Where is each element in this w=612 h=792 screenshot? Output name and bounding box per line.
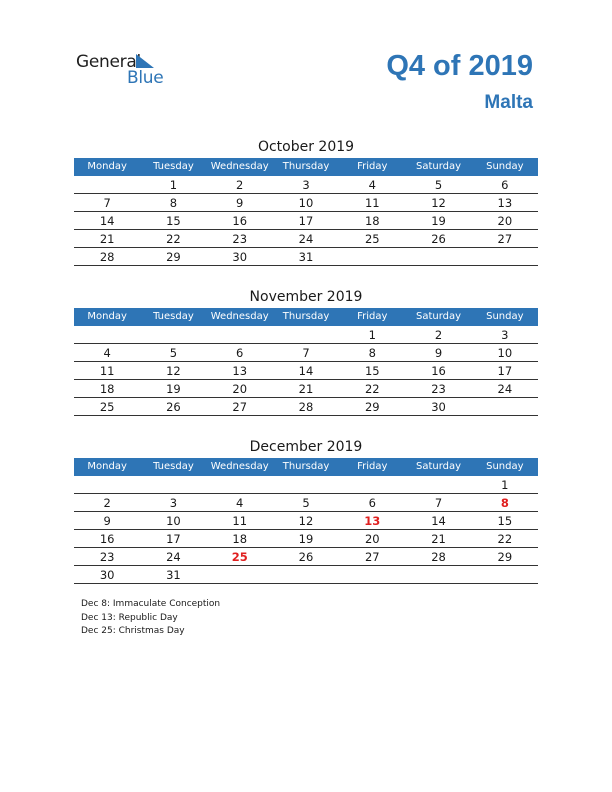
day-cell: 5 (302, 496, 310, 510)
day-cell: 21 (431, 532, 446, 546)
weekday-label: Friday (357, 311, 388, 322)
week-row (74, 398, 538, 416)
day-cell (405, 476, 471, 493)
month-december (74, 436, 538, 584)
day-cell (472, 248, 538, 265)
week-row (74, 494, 538, 512)
weekday-header (74, 458, 538, 476)
day-cell (339, 566, 405, 583)
day-cell: 26 (298, 550, 314, 564)
day-cell: 18 (232, 532, 248, 546)
day-cell (472, 566, 538, 583)
weekday-label: Thursday (282, 161, 330, 172)
day-cell (273, 326, 339, 343)
day-cell: 29 (166, 250, 181, 264)
day-cell: 3 (169, 496, 178, 510)
week-row (74, 194, 538, 212)
day-cell: 10 (497, 346, 513, 360)
day-cell: 18 (364, 214, 380, 228)
day-cell: 20 (497, 214, 513, 228)
page-title: Q4 of 2019 (386, 50, 533, 82)
day-cell: 27 (232, 400, 248, 414)
day-cell: 10 (166, 514, 181, 528)
day-cell: 11 (364, 196, 380, 210)
day-cell: 4 (103, 346, 111, 360)
weekday-label: Wednesday (210, 311, 269, 322)
day-cell (339, 476, 405, 493)
day-cell: 28 (99, 250, 115, 264)
day-cell (273, 476, 339, 493)
day-cell: 7 (302, 346, 310, 360)
day-cell: 24 (497, 382, 513, 396)
day-cell: 13 (364, 514, 381, 528)
day-cell: 30 (232, 250, 248, 264)
week-row (74, 566, 538, 584)
weekday-label: Wednesday (210, 161, 269, 172)
brand-logo (76, 52, 176, 88)
day-cell: 28 (298, 400, 314, 414)
weekday-label: Saturday (416, 461, 462, 472)
day-cell: 24 (166, 550, 181, 564)
day-cell: 12 (166, 364, 181, 378)
day-cell: 3 (501, 328, 509, 342)
month-title: November 2019 (249, 289, 363, 305)
day-cell: 7 (434, 496, 443, 510)
weekday-label: Monday (87, 311, 127, 322)
week-row (74, 380, 538, 398)
day-cell: 19 (431, 214, 446, 228)
month-title: October 2019 (257, 139, 355, 155)
week-row (74, 476, 538, 494)
day-cell (74, 476, 140, 493)
week-row (74, 212, 538, 230)
day-cell: 21 (298, 382, 314, 396)
day-cell: 4 (236, 496, 244, 510)
day-cell: 14 (99, 214, 115, 228)
day-cell: 17 (166, 532, 181, 546)
weekday-label: Sunday (486, 311, 524, 322)
day-cell: 5 (434, 178, 443, 192)
day-cell: 14 (431, 514, 446, 528)
day-cell (207, 326, 273, 343)
day-cell: 15 (166, 214, 181, 228)
day-cell (74, 176, 140, 193)
weekday-header (74, 158, 538, 176)
logo-text-general: General (76, 52, 141, 72)
day-cell: 25 (99, 400, 115, 414)
day-cell (74, 326, 140, 343)
week-row (74, 230, 538, 248)
day-cell: 25 (364, 232, 380, 246)
day-cell (472, 398, 538, 415)
weekday-label: Friday (357, 461, 388, 472)
day-cell: 4 (368, 178, 376, 192)
month-title: December 2019 (249, 439, 363, 455)
day-cell (405, 248, 471, 265)
day-cell: 6 (368, 496, 376, 510)
day-cell: 6 (501, 178, 509, 192)
month-grid (74, 176, 538, 266)
day-cell: 1 (501, 478, 509, 492)
weekday-label: Tuesday (153, 311, 194, 322)
month-november (74, 286, 538, 416)
logo-triangle-icon (136, 54, 154, 68)
weekday-label: Saturday (416, 161, 462, 172)
day-cell (140, 476, 206, 493)
month-grid (74, 326, 538, 416)
week-row (74, 530, 538, 548)
day-cell: 14 (298, 364, 314, 378)
day-cell: 8 (169, 196, 178, 210)
day-cell: 17 (298, 214, 314, 228)
logo-text-blue: Blue (127, 68, 164, 88)
day-cell: 31 (298, 250, 314, 264)
day-cell: 26 (166, 400, 181, 414)
day-cell: 8 (368, 346, 376, 360)
day-cell: 12 (431, 196, 446, 210)
holiday-note: Dec 13: Republic Day (81, 612, 178, 623)
week-row (74, 344, 538, 362)
day-cell: 11 (99, 364, 115, 378)
week-row (74, 326, 538, 344)
day-cell (339, 248, 405, 265)
weekday-label: Sunday (486, 161, 524, 172)
week-row (74, 248, 538, 266)
day-cell: 2 (236, 178, 244, 192)
day-cell: 9 (103, 514, 111, 528)
day-cell: 9 (236, 196, 244, 210)
day-cell (405, 566, 471, 583)
month-october (74, 136, 538, 266)
holiday-note: Dec 25: Christmas Day (81, 626, 185, 636)
day-cell: 1 (169, 178, 178, 192)
weekday-label: Sunday (486, 461, 524, 472)
weekday-label: Monday (87, 461, 127, 472)
day-cell: 6 (236, 346, 244, 360)
day-cell: 30 (99, 568, 115, 582)
week-row (74, 548, 538, 566)
day-cell: 8 (500, 496, 509, 510)
day-cell: 31 (166, 568, 181, 582)
day-cell: 18 (99, 382, 115, 396)
day-cell: 16 (232, 214, 248, 228)
day-cell: 28 (431, 550, 446, 564)
day-cell: 24 (298, 232, 314, 246)
weekday-label: Tuesday (153, 161, 194, 172)
day-cell: 25 (231, 550, 248, 564)
day-cell: 19 (298, 532, 314, 546)
weekday-label: Thursday (282, 311, 330, 322)
month-grid (74, 476, 538, 584)
weekday-label: Thursday (282, 461, 330, 472)
day-cell: 20 (232, 382, 248, 396)
holiday-note: Dec 8: Immaculate Conception (81, 599, 221, 609)
day-cell: 1 (368, 328, 376, 342)
day-cell: 13 (497, 196, 513, 210)
day-cell (273, 566, 339, 583)
holiday-notes (81, 598, 220, 639)
week-row (74, 176, 538, 194)
day-cell: 23 (232, 232, 248, 246)
weekday-label: Tuesday (153, 461, 194, 472)
day-cell (207, 566, 273, 583)
day-cell: 7 (103, 196, 111, 210)
weekday-label: Monday (87, 161, 127, 172)
day-cell: 2 (434, 328, 443, 342)
day-cell: 3 (302, 178, 310, 192)
day-cell: 16 (99, 532, 115, 546)
day-cell: 22 (497, 532, 513, 546)
day-cell: 29 (364, 400, 380, 414)
day-cell: 16 (431, 364, 446, 378)
day-cell (207, 476, 273, 493)
day-cell: 12 (298, 514, 314, 528)
country-name: Malta (484, 92, 533, 113)
day-cell: 21 (99, 232, 115, 246)
weekday-label: Friday (357, 161, 388, 172)
weekday-header (74, 308, 538, 326)
day-cell: 20 (364, 532, 380, 546)
day-cell: 22 (364, 382, 380, 396)
day-cell: 15 (364, 364, 380, 378)
day-cell: 30 (431, 400, 446, 414)
week-row (74, 362, 538, 380)
day-cell: 26 (431, 232, 446, 246)
day-cell: 23 (99, 550, 115, 564)
day-cell: 10 (298, 196, 314, 210)
day-cell: 5 (169, 346, 178, 360)
day-cell: 27 (497, 232, 513, 246)
weekday-label: Saturday (416, 311, 462, 322)
day-cell: 22 (166, 232, 181, 246)
day-cell: 11 (232, 514, 248, 528)
day-cell: 9 (434, 346, 443, 360)
day-cell: 2 (103, 496, 111, 510)
day-cell (140, 326, 206, 343)
day-cell: 23 (431, 382, 446, 396)
weekday-label: Wednesday (210, 461, 269, 472)
day-cell: 15 (497, 514, 513, 528)
day-cell: 29 (497, 550, 513, 564)
day-cell: 27 (364, 550, 380, 564)
day-cell: 13 (232, 364, 248, 378)
day-cell: 19 (166, 382, 181, 396)
day-cell: 17 (497, 364, 513, 378)
week-row (74, 512, 538, 530)
